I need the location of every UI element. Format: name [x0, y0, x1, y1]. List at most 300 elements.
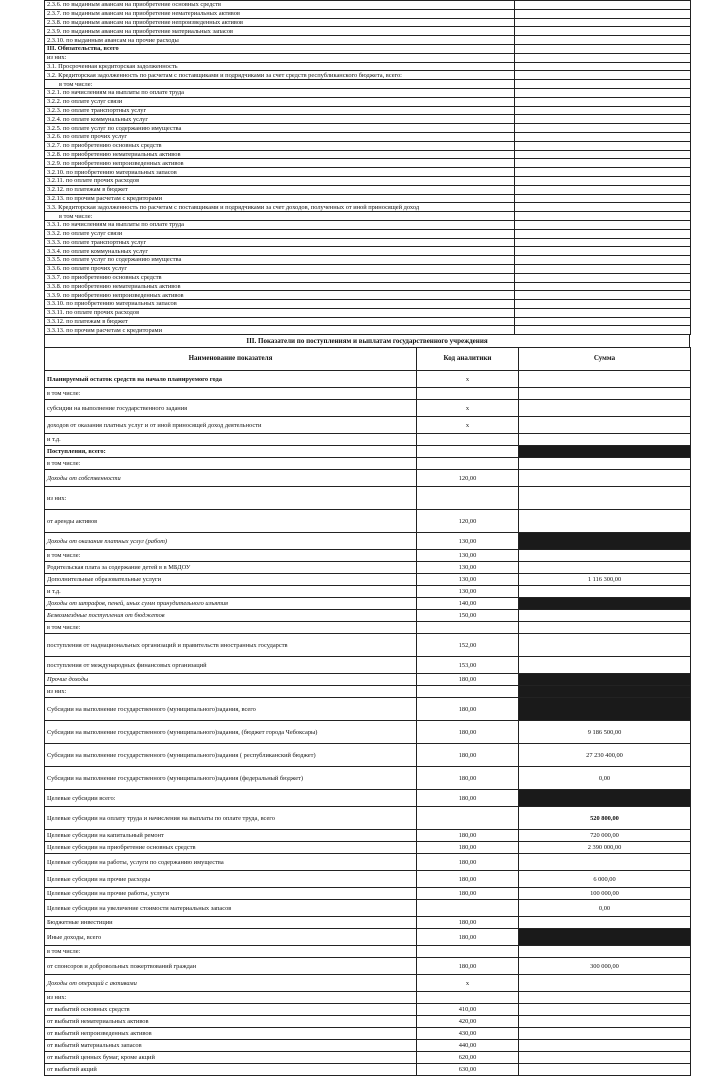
table-row [45, 830, 691, 842]
table-row [45, 946, 691, 958]
row-name: в том числе: [45, 622, 417, 634]
row-sum [519, 1040, 691, 1052]
row-code: 180,00 [417, 842, 519, 854]
obligation-label: 3.2.12. по платежам в бюджет [45, 185, 515, 194]
obligation-value [515, 185, 691, 194]
obligation-label: 3.3. Кредиторская задолженность по расчетам с поставщиками и подрядчиками за счет доходов, полученных от иной приносящей доход [45, 203, 515, 212]
row-code [417, 992, 519, 1004]
row-code: 410,00 [417, 1004, 519, 1016]
obligation-row [45, 9, 691, 18]
obligation-row [45, 53, 691, 62]
row-sum [519, 533, 691, 550]
obligation-value [515, 62, 691, 71]
obligation-value [515, 115, 691, 124]
row-sum [519, 1028, 691, 1040]
receipts-table [44, 347, 691, 1076]
row-code [417, 388, 519, 400]
obligation-label: 3.3.7. по приобретению основных средств [45, 273, 515, 282]
table-row [45, 388, 691, 400]
obligation-value [515, 124, 691, 133]
obligation-label: 3.3.2. по оплате услуг связи [45, 229, 515, 238]
row-name: Доходы от оказания платных услуг (работ) [45, 533, 417, 550]
row-name: Безвозмездные поступления от бюджетов [45, 610, 417, 622]
row-code: 130,00 [417, 586, 519, 598]
row-code [417, 622, 519, 634]
row-name: Доходы от операций с активами [45, 975, 417, 992]
row-sum: 0,00 [519, 767, 691, 790]
obligation-label: 3.2.10. по приобретению материальных запасов [45, 168, 515, 177]
row-sum: 100 000,00 [519, 888, 691, 900]
row-sum [519, 458, 691, 470]
table-row [45, 574, 691, 586]
row-code: 180,00 [417, 744, 519, 767]
row-name: от спонсоров и добровольных пожертвований граждан [45, 958, 417, 975]
obligation-value [515, 18, 691, 27]
row-name: Целевые субсидии на прочие работы, услуги [45, 888, 417, 900]
row-sum [519, 929, 691, 946]
obligation-value [515, 308, 691, 317]
row-name: в том числе: [45, 458, 417, 470]
obligation-row [45, 150, 691, 159]
table-row [45, 958, 691, 975]
row-name: в том числе: [45, 946, 417, 958]
row-sum: 720 000,00 [519, 830, 691, 842]
row-sum [519, 790, 691, 807]
obligation-label: из них: [45, 53, 515, 62]
obligation-row [45, 326, 691, 335]
obligation-row [45, 115, 691, 124]
obligation-row [45, 291, 691, 300]
row-sum [519, 854, 691, 871]
obligation-value [515, 212, 691, 221]
obligation-value [515, 150, 691, 159]
obligation-label: 3.3.13. по прочим расчетам с кредиторами [45, 326, 515, 335]
row-name: от выбытий нематериальных активов [45, 1016, 417, 1028]
row-code: 180,00 [417, 674, 519, 686]
row-name: в том числе: [45, 388, 417, 400]
obligation-row [45, 44, 691, 53]
row-sum [519, 1052, 691, 1064]
obligation-value [515, 97, 691, 106]
table-row [45, 929, 691, 946]
table-row [45, 1064, 691, 1076]
obligation-row [45, 18, 691, 27]
obligation-value [515, 159, 691, 168]
row-code: x [417, 417, 519, 434]
obligation-value [515, 264, 691, 273]
document-sheet [44, 0, 690, 1076]
table-row [45, 698, 691, 721]
obligation-label: 3.3.11. по оплате прочих расходов [45, 308, 515, 317]
row-sum [519, 674, 691, 686]
row-code [417, 946, 519, 958]
header-sum: Сумма [519, 348, 691, 371]
row-sum [519, 610, 691, 622]
row-name: Субсидии на выполнение государственного (муниципального)задания, (бюджет города Чебоксары) [45, 721, 417, 744]
header-name: Наименование показателя [45, 348, 417, 371]
row-name: Целевые субсидии на капитальный ремонт [45, 830, 417, 842]
obligation-label: 3.2.1. по начислениям на выплаты по оплате труда [45, 88, 515, 97]
obligation-label: 3.2.6. по оплате прочих услуг [45, 132, 515, 141]
row-code: 153,00 [417, 657, 519, 674]
obligation-label: в том числе: [45, 80, 515, 89]
row-code [417, 458, 519, 470]
obligation-label: 3.2.7. по приобретению основных средств [45, 141, 515, 150]
obligation-value [515, 238, 691, 247]
row-sum [519, 634, 691, 657]
row-code [417, 434, 519, 446]
row-sum [519, 371, 691, 388]
row-code: 130,00 [417, 562, 519, 574]
obligation-label: 3.2.13. по прочим расчетам с кредиторами [45, 194, 515, 203]
row-sum: 0,00 [519, 900, 691, 917]
row-name: Поступления, всего: [45, 446, 417, 458]
obligation-label: 3.3.12. по платежам в бюджет [45, 317, 515, 326]
row-name: от выбытий акций [45, 1064, 417, 1076]
table-row [45, 842, 691, 854]
obligation-value [515, 71, 691, 80]
obligation-value [515, 27, 691, 36]
obligation-row [45, 300, 691, 309]
table-row [45, 1028, 691, 1040]
row-name: Родительская плата за содержание детей в в МБДОУ [45, 562, 417, 574]
row-name: Иные доходы, всего [45, 929, 417, 946]
row-code: 440,00 [417, 1040, 519, 1052]
row-sum: 300 000,00 [519, 958, 691, 975]
obligation-row [45, 141, 691, 150]
table-row [45, 487, 691, 510]
row-sum [519, 657, 691, 674]
table-row [45, 917, 691, 929]
obligation-label: 3.2.8. по приобретению нематериальных активов [45, 150, 515, 159]
row-sum [519, 1016, 691, 1028]
obligation-row [45, 36, 691, 45]
obligation-row [45, 194, 691, 203]
row-code: 180,00 [417, 929, 519, 946]
obligation-row [45, 220, 691, 229]
obligation-row [45, 88, 691, 97]
row-code: 430,00 [417, 1028, 519, 1040]
table-row [45, 900, 691, 917]
table-row [45, 634, 691, 657]
row-name: Целевые субсидии на прочие расходы [45, 871, 417, 888]
row-code: 620,00 [417, 1052, 519, 1064]
table-row [45, 1016, 691, 1028]
table-row [45, 854, 691, 871]
table-row [45, 586, 691, 598]
row-name: и т.д. [45, 586, 417, 598]
obligation-row [45, 168, 691, 177]
obligation-row [45, 27, 691, 36]
row-sum [519, 917, 691, 929]
row-name: Целевые субсидии на приобретение основных средств [45, 842, 417, 854]
row-sum [519, 417, 691, 434]
row-name: доходов от оказания платных услуг и от иной приносящей доход деятельности [45, 417, 417, 434]
table-row [45, 1052, 691, 1064]
obligation-label: в том числе: [45, 212, 515, 221]
section-caption: III. Показатели по поступлениям и выплатам государственного учреждения [44, 335, 690, 347]
obligation-label: 3.2.5. по оплате услуг по содержанию имущества [45, 124, 515, 133]
row-sum [519, 550, 691, 562]
obligation-row [45, 1, 691, 10]
row-sum [519, 975, 691, 992]
obligation-value [515, 317, 691, 326]
row-code: 140,00 [417, 598, 519, 610]
row-name: поступления от наднациональных организаций и правительств иностранных государств [45, 634, 417, 657]
obligation-label: 3.1. Просроченная кредиторская задолженность [45, 62, 515, 71]
table-row [45, 434, 691, 446]
row-sum [519, 510, 691, 533]
row-name: Доходы от штрафов, пеней, иных сумм принудительного изъятия [45, 598, 417, 610]
obligation-value [515, 141, 691, 150]
obligation-value [515, 106, 691, 115]
obligation-value [515, 256, 691, 265]
row-sum [519, 470, 691, 487]
obligation-row [45, 256, 691, 265]
table-row [45, 470, 691, 487]
table-row [45, 657, 691, 674]
table-row [45, 446, 691, 458]
row-name: Прочие доходы [45, 674, 417, 686]
obligation-value [515, 220, 691, 229]
row-name: из них: [45, 686, 417, 698]
row-code: x [417, 400, 519, 417]
row-code: 180,00 [417, 958, 519, 975]
table-row [45, 1040, 691, 1052]
table-row [45, 610, 691, 622]
row-code: x [417, 371, 519, 388]
table-row [45, 510, 691, 533]
obligation-value [515, 36, 691, 45]
obligation-value [515, 247, 691, 256]
row-name: от выбытий непроизведенных активов [45, 1028, 417, 1040]
row-code: 180,00 [417, 871, 519, 888]
obligation-row [45, 106, 691, 115]
row-name: от аренды активов [45, 510, 417, 533]
obligation-value [515, 291, 691, 300]
table-row [45, 458, 691, 470]
row-sum [519, 1064, 691, 1076]
row-name: Бюджетные инвестиции [45, 917, 417, 929]
obligation-value [515, 132, 691, 141]
row-code [417, 487, 519, 510]
obligation-label: 3.3.5. по оплате услуг по содержанию имущества [45, 256, 515, 265]
obligation-label: 3.2.11. по оплате прочих расходов [45, 176, 515, 185]
row-sum [519, 686, 691, 698]
row-name: Целевые субсидии на оплату труда и начисления на выплаты по оплате труда, всего [45, 807, 417, 830]
obligation-value [515, 203, 691, 212]
obligation-row [45, 282, 691, 291]
row-name: Планируемый остаток средств на начало планируемого года [45, 371, 417, 388]
row-sum [519, 698, 691, 721]
table-row [45, 400, 691, 417]
row-sum: 6 000,00 [519, 871, 691, 888]
obligation-row [45, 185, 691, 194]
row-code [417, 807, 519, 830]
table-row [45, 371, 691, 388]
row-name: Доходы от собственности [45, 470, 417, 487]
table-row [45, 622, 691, 634]
obligation-row [45, 203, 691, 212]
obligation-value [515, 168, 691, 177]
table-row [45, 992, 691, 1004]
row-code: x [417, 975, 519, 992]
obligation-row [45, 212, 691, 221]
table-row [45, 550, 691, 562]
row-sum: 2 390 000,00 [519, 842, 691, 854]
obligation-row [45, 229, 691, 238]
obligation-label: 2.3.7. по выданным авансам на приобретение нематериальных активов [45, 9, 515, 18]
row-name: Субсидии на выполнение государственного (муниципального)задания ( республиканский бюджет) [45, 744, 417, 767]
obligation-label: 3.2. Кредиторская задолженность по расчетам с поставщиками и подрядчиками за счет средств республиканского бюджета, всего: [45, 71, 515, 80]
row-name: из них: [45, 487, 417, 510]
row-code: 180,00 [417, 917, 519, 929]
row-code: 130,00 [417, 550, 519, 562]
row-code: 180,00 [417, 790, 519, 807]
obligation-label: 2.3.10. по выданным авансам на прочие расходы [45, 36, 515, 45]
table-row [45, 562, 691, 574]
obligation-label: 3.3.6. по оплате прочих услуг [45, 264, 515, 273]
obligation-label: 3.3.3. по оплате транспортных услуг [45, 238, 515, 247]
obligation-label: 3.2.2. по оплате услуг связи [45, 97, 515, 106]
obligation-label: 3.3.10. по приобретению материальных запасов [45, 300, 515, 309]
row-sum [519, 400, 691, 417]
row-name: и т.д. [45, 434, 417, 446]
obligation-row [45, 97, 691, 106]
obligation-label: 2.3.9. по выданным авансам на приобретение материальных запасов [45, 27, 515, 36]
row-code: 180,00 [417, 767, 519, 790]
table-row [45, 598, 691, 610]
row-code: 180,00 [417, 854, 519, 871]
row-code: 130,00 [417, 533, 519, 550]
obligation-row [45, 62, 691, 71]
row-code [417, 446, 519, 458]
obligation-row [45, 132, 691, 141]
obligation-label: 3.3.1. по начислениям на выплаты по оплате труда [45, 220, 515, 229]
row-code: 130,00 [417, 574, 519, 586]
table-row [45, 417, 691, 434]
obligation-value [515, 273, 691, 282]
table-row [45, 888, 691, 900]
row-sum [519, 992, 691, 1004]
row-sum [519, 434, 691, 446]
row-name: поступления от международных финансовых организаций [45, 657, 417, 674]
row-code: 180,00 [417, 698, 519, 721]
table-row [45, 767, 691, 790]
table-row [45, 686, 691, 698]
obligation-value [515, 300, 691, 309]
row-code: 180,00 [417, 888, 519, 900]
row-name: Целевые субсидии всего: [45, 790, 417, 807]
row-name: Субсидии на выполнение государственного (муниципального)задания (федеральный бюджет) [45, 767, 417, 790]
obligation-value [515, 1, 691, 10]
obligation-row [45, 317, 691, 326]
row-sum [519, 388, 691, 400]
row-sum [519, 946, 691, 958]
table-row [45, 790, 691, 807]
row-name: в том числе: [45, 550, 417, 562]
obligation-row [45, 159, 691, 168]
row-sum: 27 230 400,00 [519, 744, 691, 767]
obligation-value [515, 44, 691, 53]
obligation-value [515, 229, 691, 238]
obligation-value [515, 53, 691, 62]
obligation-value [515, 88, 691, 97]
row-sum: 1 116 300,00 [519, 574, 691, 586]
row-sum [519, 487, 691, 510]
table-row [45, 975, 691, 992]
obligation-label: 3.3.8. по приобретению нематериальных активов [45, 282, 515, 291]
row-name: от выбытий ценных бумаг, кроме акций [45, 1052, 417, 1064]
obligation-row [45, 273, 691, 282]
row-code: 152,00 [417, 634, 519, 657]
obligation-label: 3.2.4. по оплате коммунальных услуг [45, 115, 515, 124]
table-row [45, 807, 691, 830]
row-name: от выбытий основных средств [45, 1004, 417, 1016]
obligation-row [45, 238, 691, 247]
obligation-label: 3.2.3. по оплате транспортных услуг [45, 106, 515, 115]
obligation-label: 2.3.8. по выданным авансам на приобретение непроизведенных активов [45, 18, 515, 27]
obligation-row [45, 124, 691, 133]
row-code: 630,00 [417, 1064, 519, 1076]
row-code [417, 686, 519, 698]
row-name: Субсидии на выполнение государственного (муниципального)задания, всего [45, 698, 417, 721]
row-sum [519, 1004, 691, 1016]
row-code: 420,00 [417, 1016, 519, 1028]
row-name: Целевые субсидии на увеличение стоимости материальных запасов [45, 900, 417, 917]
obligation-row [45, 308, 691, 317]
row-sum [519, 598, 691, 610]
table-row [45, 1004, 691, 1016]
row-code: 180,00 [417, 830, 519, 842]
row-sum [519, 562, 691, 574]
obligations-table [44, 0, 691, 335]
obligation-label: 2.3.6. по выданным авансам на приобретение основных средств [45, 1, 515, 10]
row-sum [519, 446, 691, 458]
row-sum [519, 622, 691, 634]
header-row [45, 348, 691, 371]
table-row [45, 721, 691, 744]
row-name: субсидии на выполнение государственного задания [45, 400, 417, 417]
row-sum [519, 586, 691, 598]
row-sum: 520 800,00 [519, 807, 691, 830]
row-code: 120,00 [417, 470, 519, 487]
obligation-value [515, 9, 691, 18]
obligation-value [515, 176, 691, 185]
row-code: 120,00 [417, 510, 519, 533]
obligation-row [45, 264, 691, 273]
obligation-label: 3.3.9. по приобретению непроизведенных активов [45, 291, 515, 300]
obligation-value [515, 326, 691, 335]
obligation-row [45, 71, 691, 80]
obligation-value [515, 194, 691, 203]
row-code: 180,00 [417, 721, 519, 744]
row-name: Целевые субсидии на работы, услуги по содержанию имущества [45, 854, 417, 871]
obligation-row [45, 176, 691, 185]
row-name: Дополнительные образовательные услуги [45, 574, 417, 586]
header-code: Код аналитики [417, 348, 519, 371]
table-row [45, 871, 691, 888]
obligation-label: 3.2.9. по приобретению непроизведенных активов [45, 159, 515, 168]
row-sum: 9 186 500,00 [519, 721, 691, 744]
row-code [417, 900, 519, 917]
obligation-value [515, 80, 691, 89]
row-name: из них: [45, 992, 417, 1004]
table-row [45, 674, 691, 686]
row-code: 150,00 [417, 610, 519, 622]
obligation-row [45, 80, 691, 89]
table-row [45, 744, 691, 767]
